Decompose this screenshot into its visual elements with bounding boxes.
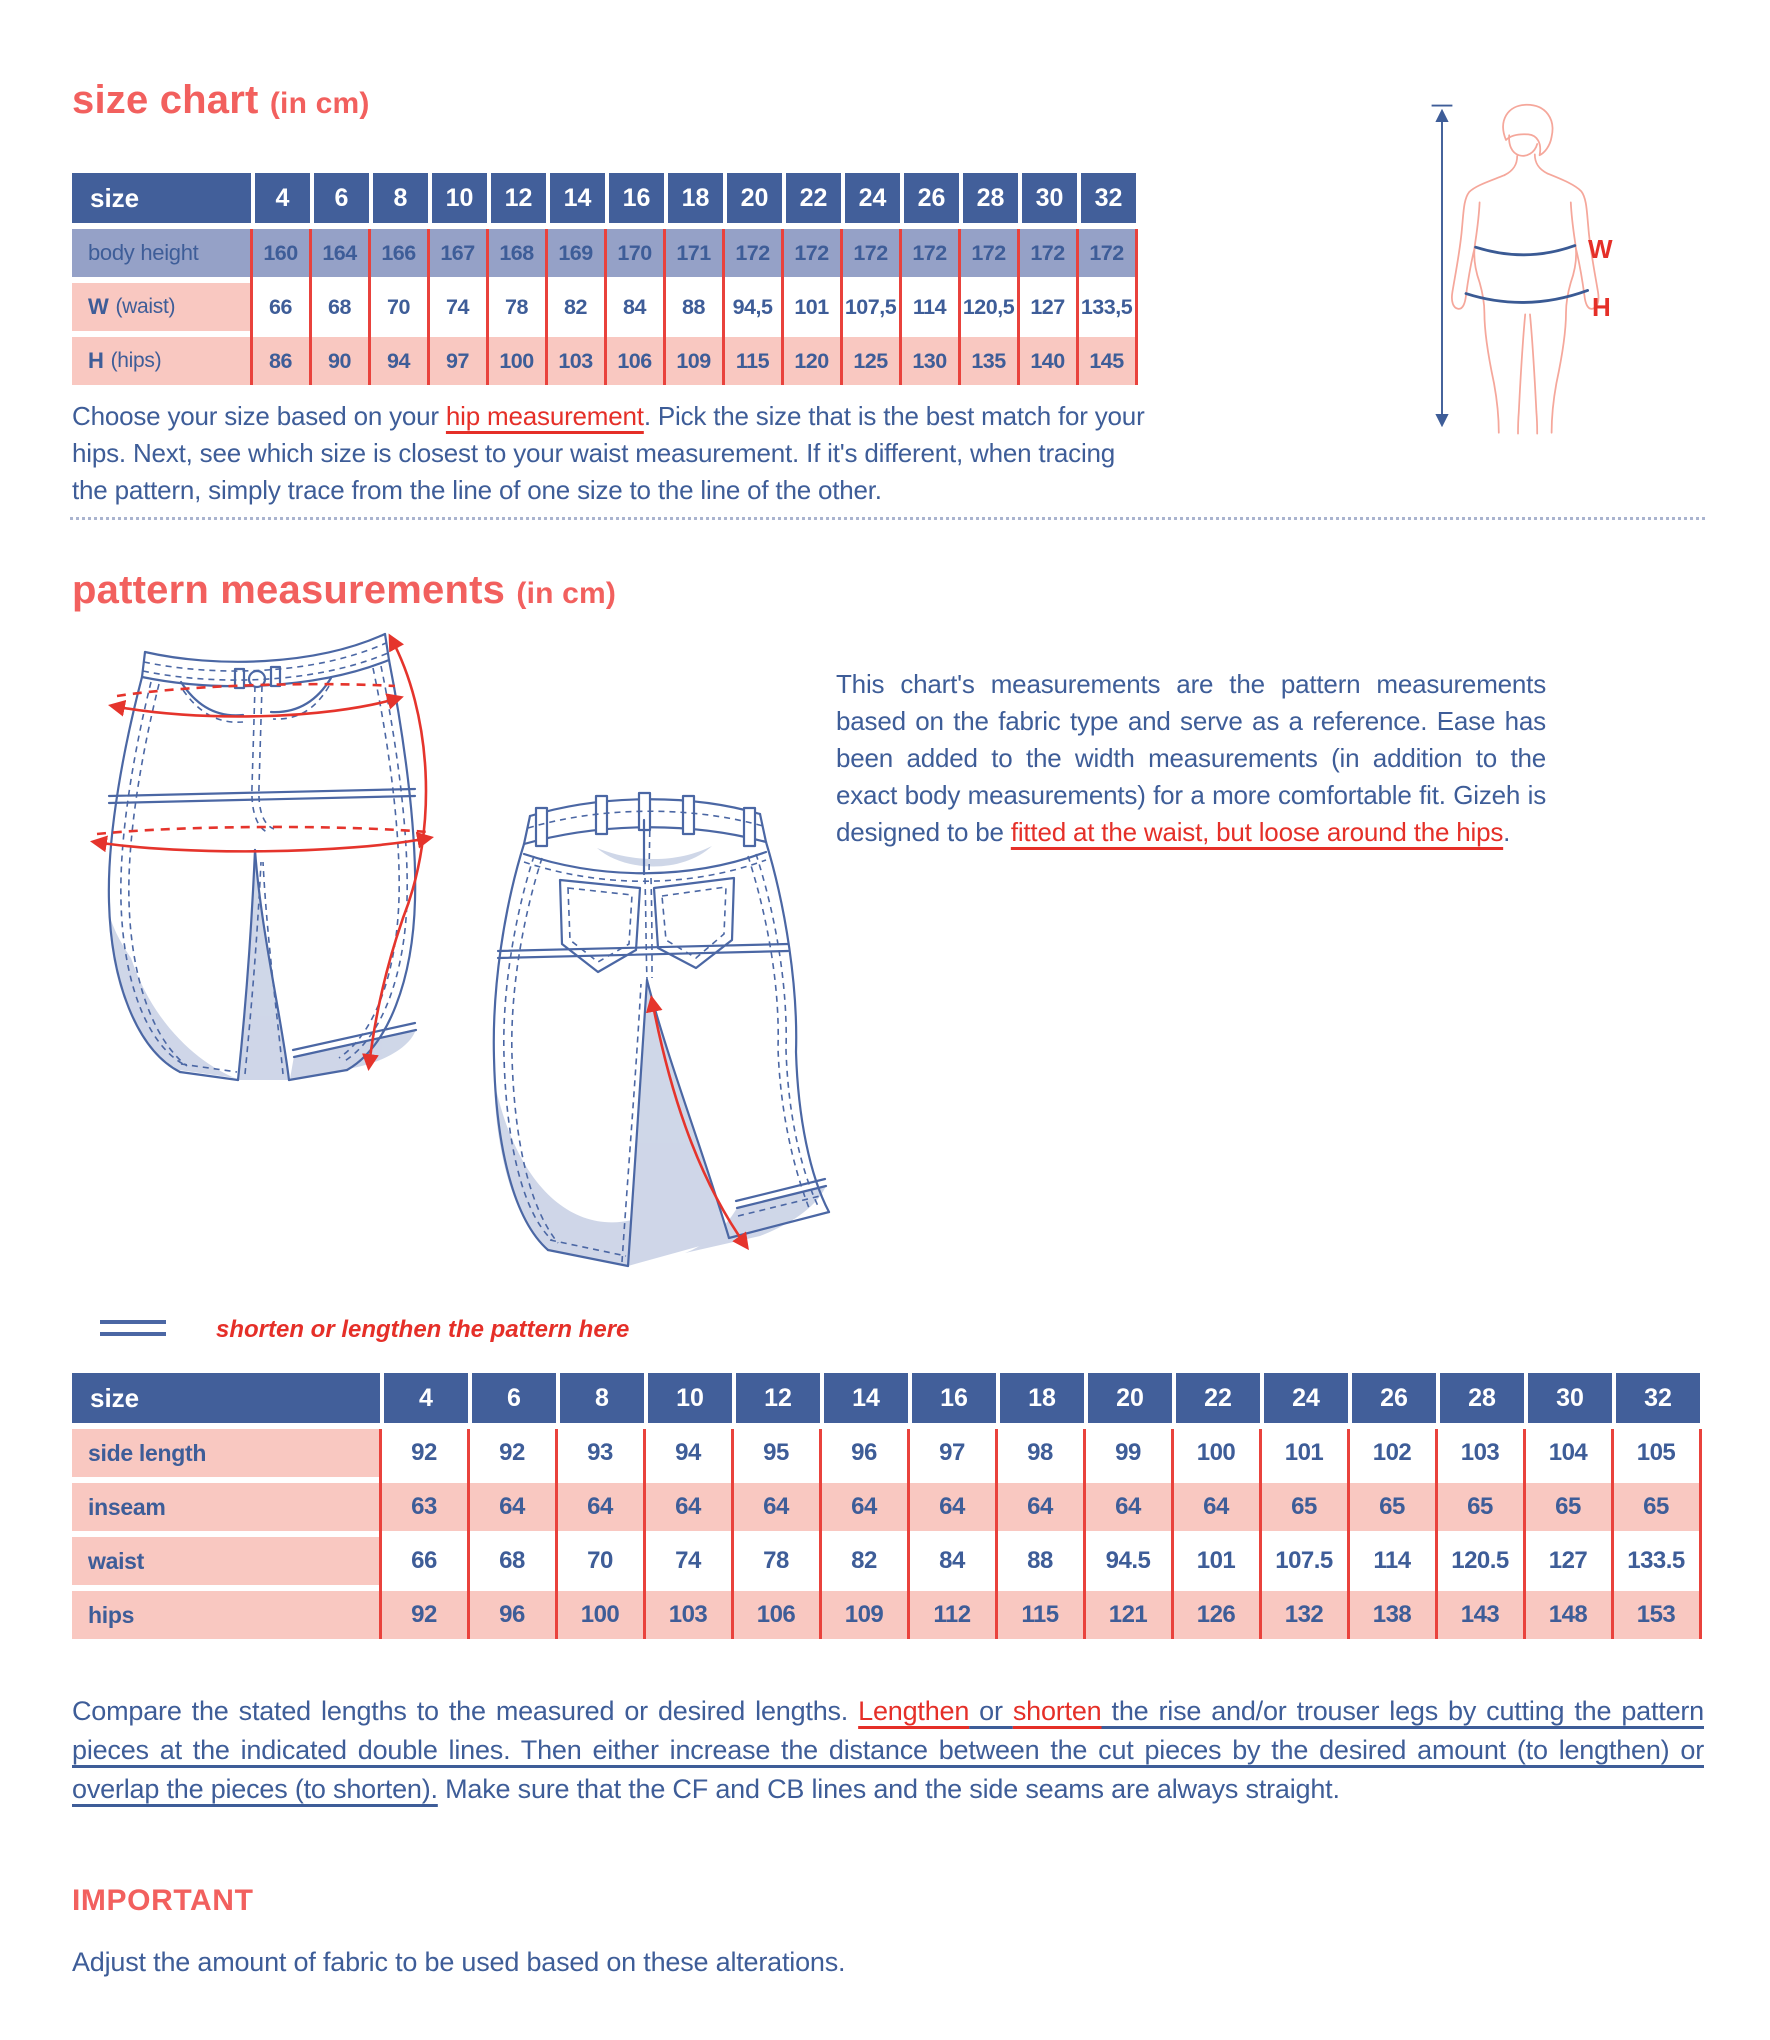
female-figure-outline (1452, 105, 1599, 434)
table-cell: 114 (900, 283, 959, 331)
column-separator (643, 1429, 646, 1639)
column-separator (907, 1429, 910, 1639)
table-cell: 172 (900, 229, 959, 277)
size-header-cell: 20 (1084, 1373, 1172, 1423)
table-cell: 100 (1172, 1429, 1260, 1477)
table-cell: 99 (1084, 1429, 1172, 1477)
text-segment: Choose your size based on your (72, 401, 446, 431)
size-header-cell: 16 (908, 1373, 996, 1423)
column-separator (379, 1429, 382, 1639)
table-cell: 64 (908, 1483, 996, 1531)
table-cell: 95 (732, 1429, 820, 1477)
table-cell: 70 (369, 283, 428, 331)
table-cell: 171 (664, 229, 723, 277)
table-cell: 115 (996, 1591, 1084, 1639)
table-cell: 145 (1077, 337, 1136, 385)
table-cell: 94 (644, 1429, 732, 1477)
table-cell: 140 (1018, 337, 1077, 385)
table-cell: 100 (487, 337, 546, 385)
table-cell: 84 (908, 1537, 996, 1585)
table-cell: 66 (251, 283, 310, 331)
table-cell: 88 (664, 283, 723, 331)
table-cell: 64 (1084, 1483, 1172, 1531)
table-cell: 164 (310, 229, 369, 277)
table-cell: 166 (369, 229, 428, 277)
column-separator (781, 229, 784, 385)
table-cell: 103 (1436, 1429, 1524, 1477)
column-separator (368, 229, 371, 385)
size-header-cell: 10 (428, 173, 487, 223)
alteration-paragraph (72, 1692, 1704, 1809)
table-cell: 84 (605, 283, 664, 331)
column-separator (1347, 1429, 1350, 1639)
figure-waist-label: W (1588, 234, 1613, 264)
table-cell: 170 (605, 229, 664, 277)
column-separator (1699, 1429, 1702, 1639)
size-chart-title-suffix: (in cm) (269, 87, 370, 120)
table-cell: 65 (1348, 1483, 1436, 1531)
size-header-cell: 12 (487, 173, 546, 223)
body-height-arrow-icon (1432, 106, 1453, 424)
table-cell: 64 (996, 1483, 1084, 1531)
column-separator (309, 229, 312, 385)
row-label-sub: (hips) (110, 349, 162, 372)
column-separator (250, 229, 253, 385)
back-shading (494, 846, 826, 1266)
table-cell: 70 (556, 1537, 644, 1585)
column-separator (840, 229, 843, 385)
table-cell: 104 (1524, 1429, 1612, 1477)
table-cell: 64 (556, 1483, 644, 1531)
table-cell: 133,5 (1077, 283, 1136, 331)
table-cell: 172 (1018, 229, 1077, 277)
body-figure-illustration (1418, 62, 1618, 482)
table-cell: 64 (468, 1483, 556, 1531)
table-row-label (72, 229, 251, 277)
table-cell: 120.5 (1436, 1537, 1524, 1585)
size-advice-paragraph (72, 398, 1157, 509)
table-cell: 107.5 (1260, 1537, 1348, 1585)
row-label-main: hips (88, 1601, 135, 1628)
column-separator (1017, 229, 1020, 385)
column-separator (486, 229, 489, 385)
table-cell: 74 (428, 283, 487, 331)
table-cell: 132 (1260, 1591, 1348, 1639)
size-header-cell: 24 (841, 173, 900, 223)
legend-text: shorten or lengthen the pattern here (216, 1316, 630, 1343)
size-header-cell: 32 (1077, 173, 1136, 223)
table-cell: 103 (644, 1591, 732, 1639)
table-header-row (72, 1373, 1700, 1423)
size-header-cell: 16 (605, 173, 664, 223)
size-header-cell: 30 (1018, 173, 1077, 223)
table-cell: 68 (310, 283, 369, 331)
text-segment: This chart's measurements are the pattern measurements based on the fabric type and serve as a reference. Ease has been added to the width measurements (in addition to the exact body measurements) for a more comfortable fit. Gizeh is designed to be (836, 669, 1546, 847)
size-header-cell: 26 (900, 173, 959, 223)
table-cell: 169 (546, 229, 605, 277)
table-cell: 103 (546, 337, 605, 385)
column-separator (1171, 1429, 1174, 1639)
column-separator (1076, 229, 1079, 385)
column-separator (958, 229, 961, 385)
table-cell: 121 (1084, 1591, 1172, 1639)
table-row (72, 1591, 1700, 1639)
pattern-measurements-table (72, 1373, 1700, 1645)
table-cell: 92 (380, 1429, 468, 1477)
text-segment: shorten (1012, 1696, 1102, 1726)
size-chart-table (72, 173, 1136, 391)
text-segment: . Pick the size that is the best match for your hips. Next, see which size is closest to your waist measurement. If it's different, when tracing the pattern, simply trace from the line of one size to the line of the other. (72, 401, 1145, 505)
table-cell: 153 (1612, 1591, 1700, 1639)
table-cell: 109 (664, 337, 723, 385)
table-cell: 66 (380, 1537, 468, 1585)
important-text: Adjust the amount of fabric to be used based on these alterations. (72, 1947, 846, 1977)
table-cell: 65 (1524, 1483, 1612, 1531)
size-header-cell: 30 (1524, 1373, 1612, 1423)
table-cell: 172 (723, 229, 782, 277)
waist-line-icon (1476, 246, 1575, 255)
figure-hips-label: H (1592, 292, 1611, 322)
table-cell: 94.5 (1084, 1537, 1172, 1585)
table-cell: 98 (996, 1429, 1084, 1477)
table-cell: 105 (1612, 1429, 1700, 1477)
row-label-sub: (waist) (115, 295, 176, 318)
column-separator (1259, 1429, 1262, 1639)
table-cell: 64 (1172, 1483, 1260, 1531)
table-header-label: size (72, 1373, 380, 1423)
table-cell: 92 (380, 1591, 468, 1639)
row-label-main: W (88, 294, 109, 319)
size-header-cell: 20 (723, 173, 782, 223)
text-segment: hip measurement (445, 401, 644, 431)
row-label-main: side length (88, 1439, 207, 1466)
text-segment: Make sure that the CF and CB lines and the side seams are always straight. (437, 1774, 1340, 1804)
column-separator (604, 229, 607, 385)
text-segment: fitted at the waist, but loose around the hips (1010, 817, 1504, 847)
table-cell: 82 (546, 283, 605, 331)
row-label-main: H (88, 348, 104, 373)
table-cell: 101 (1260, 1429, 1348, 1477)
table-row-label (72, 1591, 380, 1639)
table-cell: 172 (782, 229, 841, 277)
table-cell: 138 (1348, 1591, 1436, 1639)
table-cell: 96 (820, 1429, 908, 1477)
table-row (72, 1537, 1700, 1585)
size-header-cell: 28 (1436, 1373, 1524, 1423)
table-cell: 94,5 (723, 283, 782, 331)
table-cell: 172 (959, 229, 1018, 277)
front-shading (109, 852, 416, 1080)
column-separator (467, 1429, 470, 1639)
column-separator (722, 229, 725, 385)
text-segment: Lengthen (858, 1696, 970, 1726)
table-row-label (72, 337, 251, 385)
table-cell: 65 (1612, 1483, 1700, 1531)
table-cell: 78 (487, 283, 546, 331)
size-header-cell: 6 (310, 173, 369, 223)
table-cell: 115 (723, 337, 782, 385)
table-row-label (72, 1537, 380, 1585)
table-cell: 106 (732, 1591, 820, 1639)
table-cell: 82 (820, 1537, 908, 1585)
waist-measure-arrow-icon (113, 698, 399, 716)
pattern-measurements-title: pattern measurements (72, 568, 506, 612)
table-cell: 172 (1077, 229, 1136, 277)
back-pants-drawing (452, 788, 837, 1293)
pattern-measurements-heading (72, 568, 616, 613)
column-separator (995, 1429, 998, 1639)
table-cell: 97 (428, 337, 487, 385)
table-cell: 168 (487, 229, 546, 277)
column-separator (663, 229, 666, 385)
table-cell: 172 (841, 229, 900, 277)
size-header-cell: 18 (664, 173, 723, 223)
size-header-cell: 4 (251, 173, 310, 223)
size-header-cell: 14 (546, 173, 605, 223)
column-separator (1435, 1429, 1438, 1639)
table-cell: 148 (1524, 1591, 1612, 1639)
size-header-cell: 8 (556, 1373, 644, 1423)
table-cell: 109 (820, 1591, 908, 1639)
table-row-label (72, 283, 251, 331)
table-cell: 64 (820, 1483, 908, 1531)
size-header-cell: 32 (1612, 1373, 1700, 1423)
size-header-cell: 10 (644, 1373, 732, 1423)
column-separator (1083, 1429, 1086, 1639)
column-separator (1135, 229, 1138, 385)
column-separator (1523, 1429, 1526, 1639)
table-cell: 65 (1436, 1483, 1524, 1531)
table-cell: 97 (908, 1429, 996, 1477)
table-cell: 90 (310, 337, 369, 385)
table-cell: 68 (468, 1537, 556, 1585)
table-cell: 64 (732, 1483, 820, 1531)
column-separator (819, 1429, 822, 1639)
text-segment: or (969, 1696, 1013, 1726)
column-separator (731, 1429, 734, 1639)
column-separator (1611, 1429, 1614, 1639)
table-cell: 101 (1172, 1537, 1260, 1585)
text-segment: the rise and/or trouser legs by cutting the pattern pieces at the indicated double lines. Then either increase the distance between the cut pieces by the desired amount (to lengthen) or overlap the pieces (to shorten). (72, 1696, 1704, 1804)
table-cell: 64 (644, 1483, 732, 1531)
row-label-main: waist (88, 1547, 145, 1574)
legend-double-line-icon (100, 1320, 166, 1344)
table-cell: 143 (1436, 1591, 1524, 1639)
front-pants-drawing (85, 622, 465, 1087)
table-cell: 107,5 (841, 283, 900, 331)
table-cell: 135 (959, 337, 1018, 385)
table-cell: 93 (556, 1429, 644, 1477)
row-label-main: inseam (88, 1493, 166, 1520)
table-row-label (72, 1483, 380, 1531)
column-separator (545, 229, 548, 385)
table-cell: 78 (732, 1537, 820, 1585)
column-separator (427, 229, 430, 385)
table-cell: 63 (380, 1483, 468, 1531)
table-cell: 102 (1348, 1429, 1436, 1477)
text-segment: . (1503, 817, 1511, 847)
table-row-label (72, 1429, 380, 1477)
table-cell: 130 (900, 337, 959, 385)
size-header-cell: 26 (1348, 1373, 1436, 1423)
table-cell: 86 (251, 337, 310, 385)
size-header-cell: 24 (1260, 1373, 1348, 1423)
table-cell: 120 (782, 337, 841, 385)
table-cell: 167 (428, 229, 487, 277)
table-cell: 74 (644, 1537, 732, 1585)
size-header-cell: 22 (782, 173, 841, 223)
table-cell: 127 (1018, 283, 1077, 331)
pattern-note-paragraph (836, 666, 1546, 851)
table-cell: 127 (1524, 1537, 1612, 1585)
table-cell: 120,5 (959, 283, 1018, 331)
table-cell: 126 (1172, 1591, 1260, 1639)
size-header-cell: 18 (996, 1373, 1084, 1423)
table-header-row (72, 173, 1136, 223)
size-header-cell: 6 (468, 1373, 556, 1423)
table-cell: 114 (1348, 1537, 1436, 1585)
size-chart-title: size chart (72, 78, 259, 122)
table-cell: 94 (369, 337, 428, 385)
dotted-divider (70, 517, 1705, 520)
table-cell: 101 (782, 283, 841, 331)
row-label-main: body height (88, 240, 199, 265)
table-cell: 100 (556, 1591, 644, 1639)
table-cell: 133.5 (1612, 1537, 1700, 1585)
size-header-cell: 4 (380, 1373, 468, 1423)
column-separator (555, 1429, 558, 1639)
size-header-cell: 8 (369, 173, 428, 223)
size-chart-heading (72, 78, 370, 123)
pattern-measurements-title-suffix: (in cm) (516, 577, 617, 610)
table-row (72, 1483, 1700, 1531)
table-row (72, 1429, 1700, 1477)
text-segment: Compare the stated lengths to the measured or desired lengths. (72, 1696, 859, 1726)
size-header-cell: 12 (732, 1373, 820, 1423)
size-header-cell: 22 (1172, 1373, 1260, 1423)
table-cell: 88 (996, 1537, 1084, 1585)
size-header-cell: 28 (959, 173, 1018, 223)
table-cell: 65 (1260, 1483, 1348, 1531)
table-cell: 160 (251, 229, 310, 277)
table-cell: 125 (841, 337, 900, 385)
table-header-label: size (72, 173, 251, 223)
table-cell: 112 (908, 1591, 996, 1639)
important-heading: IMPORTANT (72, 1884, 254, 1917)
table-cell: 96 (468, 1591, 556, 1639)
column-separator (899, 229, 902, 385)
table-cell: 92 (468, 1429, 556, 1477)
size-header-cell: 14 (820, 1373, 908, 1423)
table-cell: 106 (605, 337, 664, 385)
hip-measure-arrow-icon (95, 838, 429, 851)
